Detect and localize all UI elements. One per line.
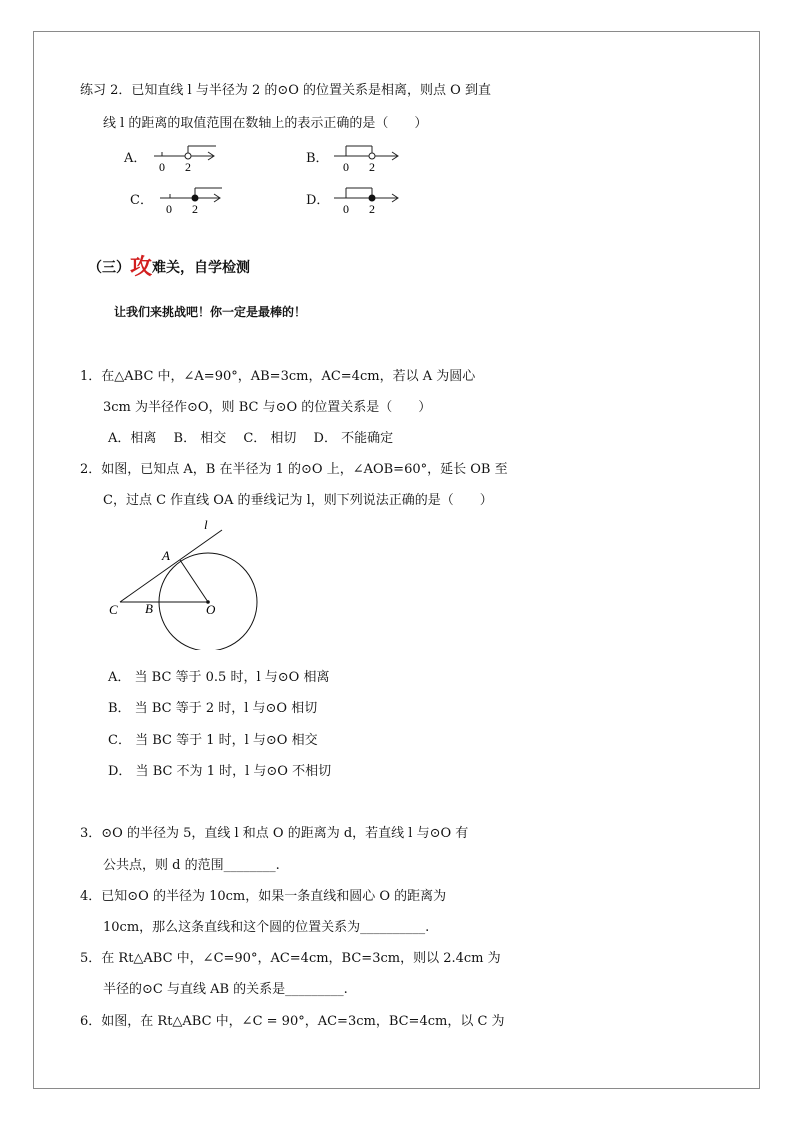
practice2-line2: 线 l 的距离的取值范围在数轴上的表示正确的是（ ） [103,116,428,131]
practice2-line1: 练习 2．已知直线 l 与半径为 2 的⊙O 的位置关系是相离，则点 O 到直 [80,83,491,98]
number-line-d [330,182,410,218]
q2-option-d: D． 当 BC 不为 1 时，l 与⊙O 不相切 [108,764,332,779]
q4-line1: 4．已知⊙O 的半径为 10cm，如果一条直线和圆心 O 的距离为 [80,889,447,904]
section-big-char: 攻 [130,255,153,280]
tick-2: 2 [369,202,375,216]
q3-line1: 3．⊙O 的半径为 5，直线 l 和点 O 的距离为 d，若直线 l 与⊙O 有 [80,826,469,841]
number-line-a [150,140,230,176]
q4-line2: 10cm，那么这条直线和这个圆的位置关系为__________. [103,920,430,935]
tick-0: 0 [159,160,165,174]
section-title-rest: 难关，自学检测 [152,260,251,276]
q2-option-a: A． 当 BC 等于 0.5 时，l 与⊙O 相离 [108,670,330,685]
practice2-option-a-label: A． [124,151,147,166]
number-line-c [156,182,236,218]
tick-2: 2 [369,160,375,174]
practice2-option-d-label: D． [306,193,330,208]
q1-options: A．相离 B． 相交 C． 相切 D． 不能确定 [108,431,394,446]
label-l: l [204,520,208,532]
tick-0: 0 [166,202,172,216]
tick-2: 2 [185,160,191,174]
q5-line2: 半径的⊙C 与直线 AB 的关系是_________. [103,982,348,997]
q2-option-c: C． 当 BC 等于 1 时，l 与⊙O 相交 [108,733,318,748]
q1-line1: 1．在△ABC 中，∠A=90°，AB=3cm，AC=4cm，若以 A 为圆心 [80,369,476,384]
label-o: O [206,602,216,617]
encouragement-text: 让我们来挑战吧！你一定是最棒的！ [114,305,307,319]
q2-line2: C，过点 C 作直线 OA 的垂线记为 l，则下列说法正确的是（ ） [103,493,493,508]
tick-0: 0 [343,202,349,216]
label-c: C [109,602,118,617]
q2-figure [100,520,270,650]
section-prefix: （三） [88,260,130,276]
practice2-option-b-label: B． [306,151,329,166]
tick-0: 0 [343,160,349,174]
q2-line1: 2．如图，已知点 A，B 在半径为 1 的⊙O 上，∠AOB=60°，延长 OB 至 [80,462,508,477]
number-line-b [330,140,410,176]
q3-line2: 公共点，则 d 的范围________. [103,858,280,873]
label-a: A [162,548,170,563]
section-heading [88,250,250,281]
tick-2: 2 [192,202,198,216]
q5-line1: 5．在 Rt△ABC 中，∠C=90°，AC=4cm，BC=3cm，则以 2.4cm 为 [80,951,501,966]
q2-option-b: B． 当 BC 等于 2 时，l 与⊙O 相切 [108,701,318,716]
q1-line2: 3cm 为半径作⊙O，则 BC 与⊙O 的位置关系是（ ） [103,400,432,415]
label-b: B [145,601,153,616]
practice2-option-c-label: C． [130,193,153,208]
q6-line1: 6．如图，在 Rt△ABC 中，∠C = 90°，AC=3cm，BC=4cm，以 C 为 [80,1014,505,1029]
